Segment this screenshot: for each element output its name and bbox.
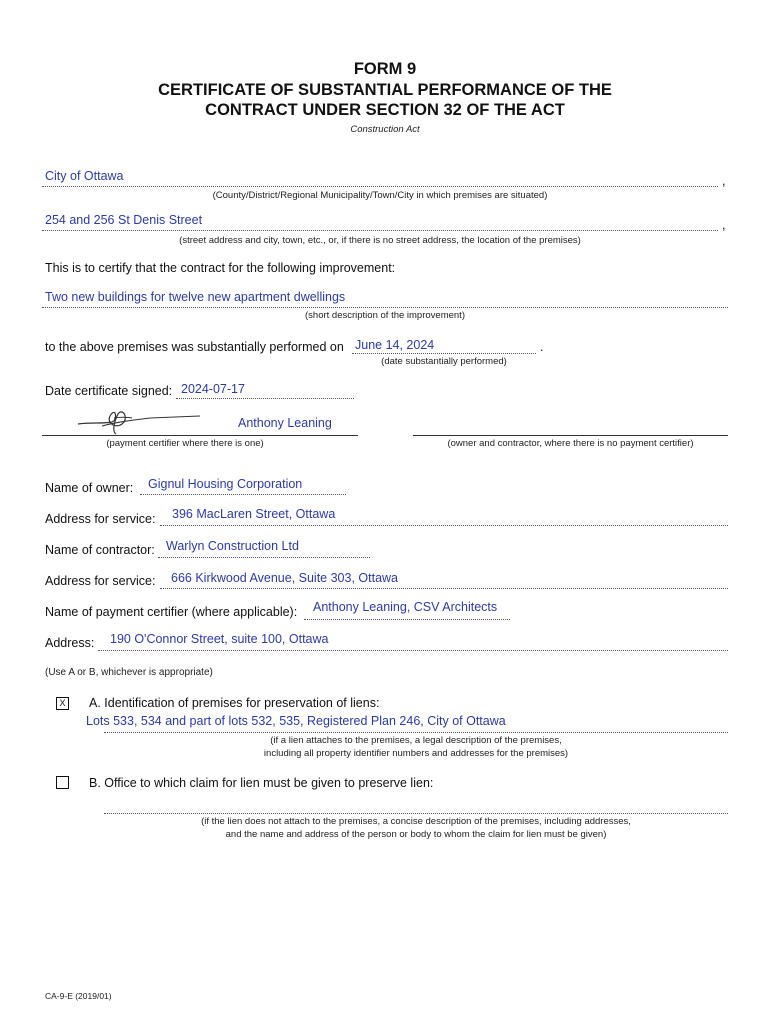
premises-address-caption: (street address and city, town, etc., or, if there is no street address, the location of the premises) [179,235,581,246]
option-b-caption-1: (if the lien does not attach to the premises, a concise description of the premises, including addresses, [201,816,631,827]
municipality-caption: (County/District/Regional Municipality/Town/City in which premises are situated) [212,190,548,201]
municipality-field[interactable]: City of Ottawa [45,169,124,183]
owner-contractor-signature-line [413,435,728,436]
option-b-line[interactable] [104,813,728,814]
owner-name-field[interactable]: Gignul Housing Corporation [148,477,303,491]
payment-certifier-field[interactable]: Anthony Leaning, CSV Architects [313,600,498,614]
improvement-caption: (short description of the improvement) [305,310,465,321]
certifier-signature-line [42,435,358,436]
option-b-label: B. Office to which claim for lien must be given to preserve lien: [89,776,434,790]
handwritten-signature [72,400,212,438]
performed-period: . [540,340,544,354]
contractor-service-label: Address for service: [45,574,156,588]
contractor-service-field[interactable]: 666 Kirkwood Avenue, Suite 303, Ottawa [171,571,399,585]
municipality-line [42,186,718,187]
option-a-caption-2: including all property identifier numbers and addresses for the premises) [263,748,569,759]
option-a-field[interactable]: Lots 533, 534 and part of lots 532, 535, Registered Plan 246, City of Ottawa [86,714,506,728]
owner-name-label: Name of owner: [45,481,134,495]
form-title-line1: CERTIFICATE OF SUBSTANTIAL PERFORMANCE OF THE [158,81,612,99]
certifier-address-line [98,650,728,651]
option-b-caption-2: and the name and address of the person or body to whom the claim for lien must be given) [225,829,607,840]
certifier-signature-name: Anthony Leaning [238,416,332,430]
performed-date-line [352,353,536,354]
municipality-comma: , [722,174,726,188]
form-title-line2: CONTRACT UNDER SECTION 32 OF THE ACT [205,101,565,119]
improvement-field[interactable]: Two new buildings for twelve new apartment dwellings [45,290,346,304]
payment-certifier-line [304,619,510,620]
date-signed-line [176,398,354,399]
form-code: CA-9-E (2019/01) [45,991,112,1001]
improvement-line [42,307,728,308]
contractor-name-field[interactable]: Warlyn Construction Ltd [166,539,299,553]
premises-address-line [42,230,718,231]
certify-statement: This is to certify that the contract for the following improvement: [45,261,396,275]
option-a-label: A. Identification of premises for preservation of liens: [89,696,380,710]
contractor-name-line [158,557,370,558]
option-a-line [104,732,728,733]
certifier-signature-caption: (payment certifier where there is one) [106,438,264,449]
contractor-name-label: Name of contractor: [45,543,155,557]
performed-caption: (date substantially performed) [381,356,507,367]
owner-service-label: Address for service: [45,512,156,526]
owner-contractor-signature-caption: (owner and contractor, where there is no payment certifier) [447,438,694,449]
option-b-checkbox[interactable] [56,776,69,789]
premises-address-field[interactable]: 254 and 256 St Denis Street [45,213,203,227]
premises-address-comma: , [722,218,726,232]
date-signed-field[interactable]: 2024-07-17 [181,382,245,396]
certifier-address-label: Address: [45,636,95,650]
use-a-or-b-note: (Use A or B, whichever is appropriate) [45,667,213,678]
certifier-address-field[interactable]: 190 O'Connor Street, suite 100, Ottawa [110,632,329,646]
act-name: Construction Act [350,124,420,135]
option-a-caption-1: (if a lien attaches to the premises, a legal description of the premises, [270,735,562,746]
payment-certifier-label: Name of payment certifier (where applicable): [45,605,298,619]
performed-label: to the above premises was substantially performed on [45,340,344,354]
form-number: FORM 9 [353,60,417,78]
owner-service-field[interactable]: 396 MacLaren Street, Ottawa [172,507,336,521]
owner-service-line [160,525,728,526]
performed-date-field[interactable]: June 14, 2024 [355,338,435,352]
date-signed-label: Date certificate signed: [45,384,173,398]
option-a-checkbox[interactable]: X [56,697,69,710]
owner-name-line [140,494,346,495]
contractor-service-line [160,588,728,589]
